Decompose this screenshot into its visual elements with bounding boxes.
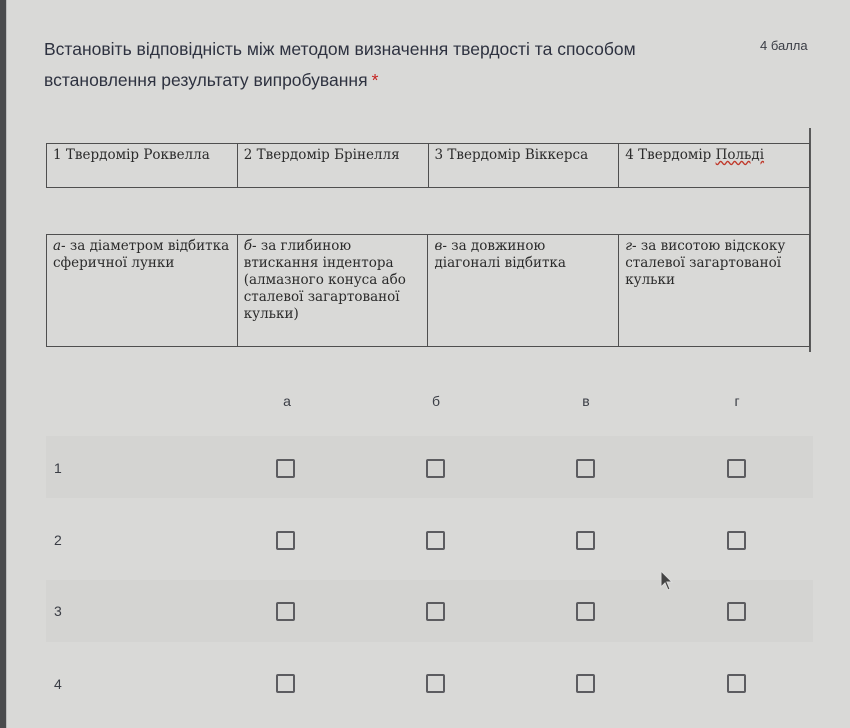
method-cell-3: 3 Твердомір Віккерса: [428, 144, 619, 188]
mouse-pointer-icon: [660, 570, 674, 592]
grid-row-label: 3: [54, 603, 62, 619]
checkbox-2-a[interactable]: [276, 531, 295, 550]
checkbox-2-v[interactable]: [576, 531, 595, 550]
required-asterisk: *: [371, 70, 379, 90]
checkbox-4-g[interactable]: [727, 674, 746, 693]
results-table: [46, 234, 810, 347]
checkbox-4-b[interactable]: [426, 674, 445, 693]
question-title-text: Встановіть відповідність між методом визначення твердості та способом встановлення результату випробування: [44, 39, 636, 90]
method-cell-2: 2 Твердомір Брінелля: [237, 144, 428, 188]
checkbox-3-b[interactable]: [426, 602, 445, 621]
checkbox-2-b[interactable]: [426, 531, 445, 550]
checkbox-1-a[interactable]: [276, 459, 295, 478]
grid-column-header: в: [582, 393, 590, 409]
grid-column-header: г: [734, 393, 740, 409]
result-cell-b: б- за глибиною втискання індентора (алмазного конуса або сталевої загартованої кульки): [237, 235, 428, 347]
checkbox-4-a[interactable]: [276, 674, 295, 693]
methods-table: [46, 143, 810, 188]
method-cell-4: 4 Твердомір Польді: [619, 144, 810, 188]
checkbox-1-b[interactable]: [426, 459, 445, 478]
checkbox-4-v[interactable]: [576, 674, 595, 693]
result-cell-v: в- за довжиною діагоналі відбитка: [428, 235, 619, 347]
grid-row-label: 2: [54, 532, 62, 548]
checkbox-2-g[interactable]: [727, 531, 746, 550]
checkbox-1-v[interactable]: [576, 459, 595, 478]
checkbox-3-g[interactable]: [727, 602, 746, 621]
method-cell-1: 1 Твердомір Роквелла: [47, 144, 238, 188]
grid-column-header: б: [431, 393, 441, 409]
result-cell-a: а- за діаметром відбитка сферичної лунки: [47, 235, 238, 347]
checkbox-3-a[interactable]: [276, 602, 295, 621]
result-cell-g: г- за висотою відскоку сталевої загартованої кульки: [619, 235, 810, 347]
grid-row-label: 1: [54, 460, 62, 476]
checkbox-1-g[interactable]: [727, 459, 746, 478]
checkbox-3-v[interactable]: [576, 602, 595, 621]
grid-column-header: а: [283, 393, 291, 409]
question-title: [44, 34, 724, 96]
grid-row-label: 4: [54, 676, 62, 692]
question-points: 4 балла: [760, 38, 808, 53]
